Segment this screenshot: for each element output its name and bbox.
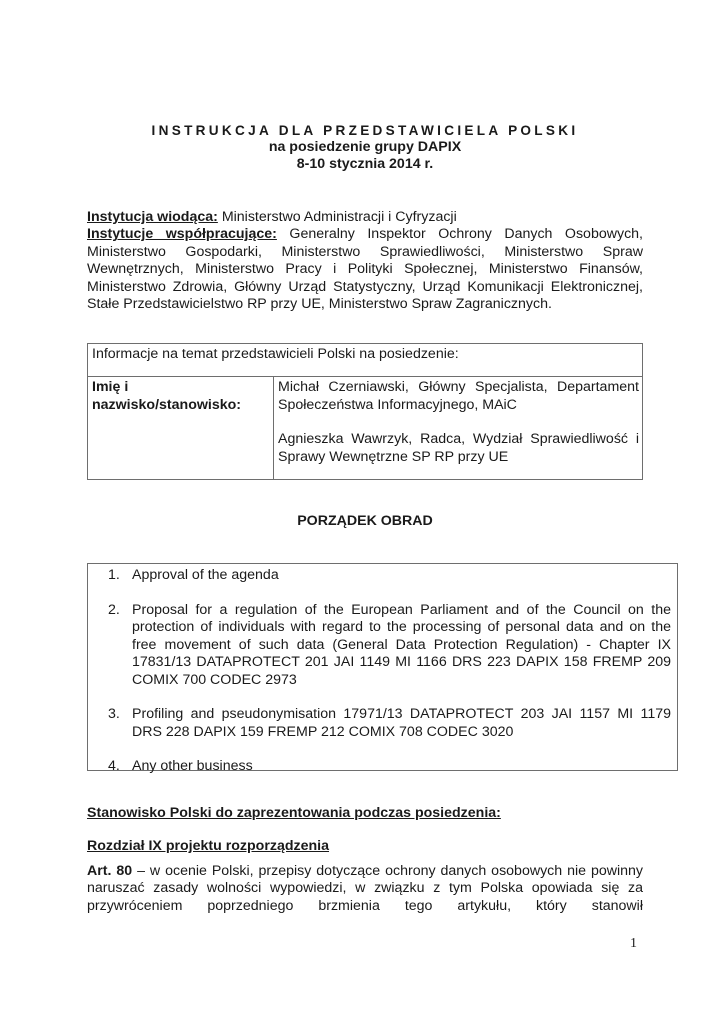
lead-institution: [87, 209, 643, 226]
document-date: 8-10 stycznia 2014 r.: [296, 156, 434, 172]
agenda-heading: PORZĄDEK OBRAD: [297, 513, 433, 529]
agenda-item-text: Any other business: [132, 758, 253, 774]
agenda-item: [108, 601, 671, 690]
document-subtitle: na posiedzenie grupy DAPIX: [268, 139, 462, 155]
representatives-row: [88, 377, 643, 480]
lead-institution-label: Instytucja wiodąca:: [87, 209, 218, 225]
agenda-item: [108, 567, 671, 585]
representative-entry: Agnieszka Wawrzyk, Radca, Wydział Sprawiedliwość i Sprawy Wewnętrzne SP RP przy UE: [278, 431, 639, 465]
representatives-header-row: [88, 344, 643, 377]
cooperating-institutions-value: Generalny Inspektor Ochrony Danych Osobowych, Ministerstwo Gospodarki, Ministerstwo Sprawiedliwości, Ministerstwo Spraw Wewnętrznych, Ministerstwo Pracy i Polityki Społecznej, Ministerstwo Finansów, Ministerstwo Zdrowia, Główny Urząd Statystyczny, Urząd Komunikacji Elektronicznej, Stałe Przedstawicielstwo RP przy UE, Ministerstwo Spraw Zagranicznych.: [87, 226, 643, 313]
representatives-list: [274, 377, 643, 480]
cooperating-institutions: [87, 226, 643, 313]
page-number: 1: [630, 936, 637, 951]
lead-institution-value: Ministerstwo Administracji i Cyfryzacji: [217, 209, 457, 225]
position-heading: Stanowisko Polski do zaprezentowania podczas posiedzenia:: [87, 805, 501, 821]
cooperating-institutions-label: Instytucje współpracujące:: [87, 226, 277, 243]
agenda-item-number: 4.: [108, 758, 120, 774]
agenda-item-text: Profiling and pseudonymisation 17971/13 DATAPROTECT 203 JAI 1157 MI 1179 DRS 228 DAPIX 159 FREMP 212 COMIX 708 CODEC 3020: [132, 706, 671, 740]
representatives-label: [88, 377, 274, 480]
agenda-item-number: 1.: [108, 567, 120, 583]
article-label: Art. 80: [87, 863, 133, 879]
agenda-list: [88, 564, 677, 776]
agenda-box: [87, 563, 678, 774]
agenda-item-number: 2.: [108, 601, 120, 618]
representatives-label-line1: Imię i: [92, 379, 129, 395]
document-title: INSTRUKCJA DLA PRZEDSTAWICIELA POLSKI: [151, 123, 579, 138]
article-text: – w ocenie Polski, przepisy dotyczące ochrony danych osobowych nie powinny naruszać zasady wolności wypowiedzi, w związku z tym Polska opowiada się za przywróceniem poprzedniego brzmienia tego artykułu, który stanowił: [87, 863, 643, 914]
article-paragraph: [87, 863, 643, 915]
agenda-item-text: Approval of the agenda: [132, 567, 279, 583]
agenda-item-number: 3.: [108, 706, 120, 722]
agenda-item: [108, 706, 671, 741]
agenda-item: [108, 758, 671, 776]
representatives-label-line2: nazwisko/stanowisko:: [92, 396, 242, 413]
document-title-block: [87, 122, 643, 173]
agenda-item-text: Proposal for a regulation of the European Parliament and of the Council on the protection of individuals with regard to the processing of personal data and on the free movement of such data (General Data Protection Regulation) - Chapter IX 17831/13 DATAPROTECT 201 JAI 1149 MI 1166 DRS 223 DAPIX 158 FREMP 209 COMIX 700 CODEC 2973: [132, 601, 671, 688]
representatives-table: [87, 343, 643, 480]
institutions-section: [87, 209, 643, 313]
representative-entry: Michał Czerniawski, Główny Specjalista, Departament Społeczeństwa Informacyjnego, MAiC: [278, 379, 639, 413]
representatives-header: Informacje na temat przedstawicieli Polski na posiedzenie:: [88, 344, 643, 377]
chapter-heading: Rozdział IX projektu rozporządzenia: [87, 838, 330, 854]
